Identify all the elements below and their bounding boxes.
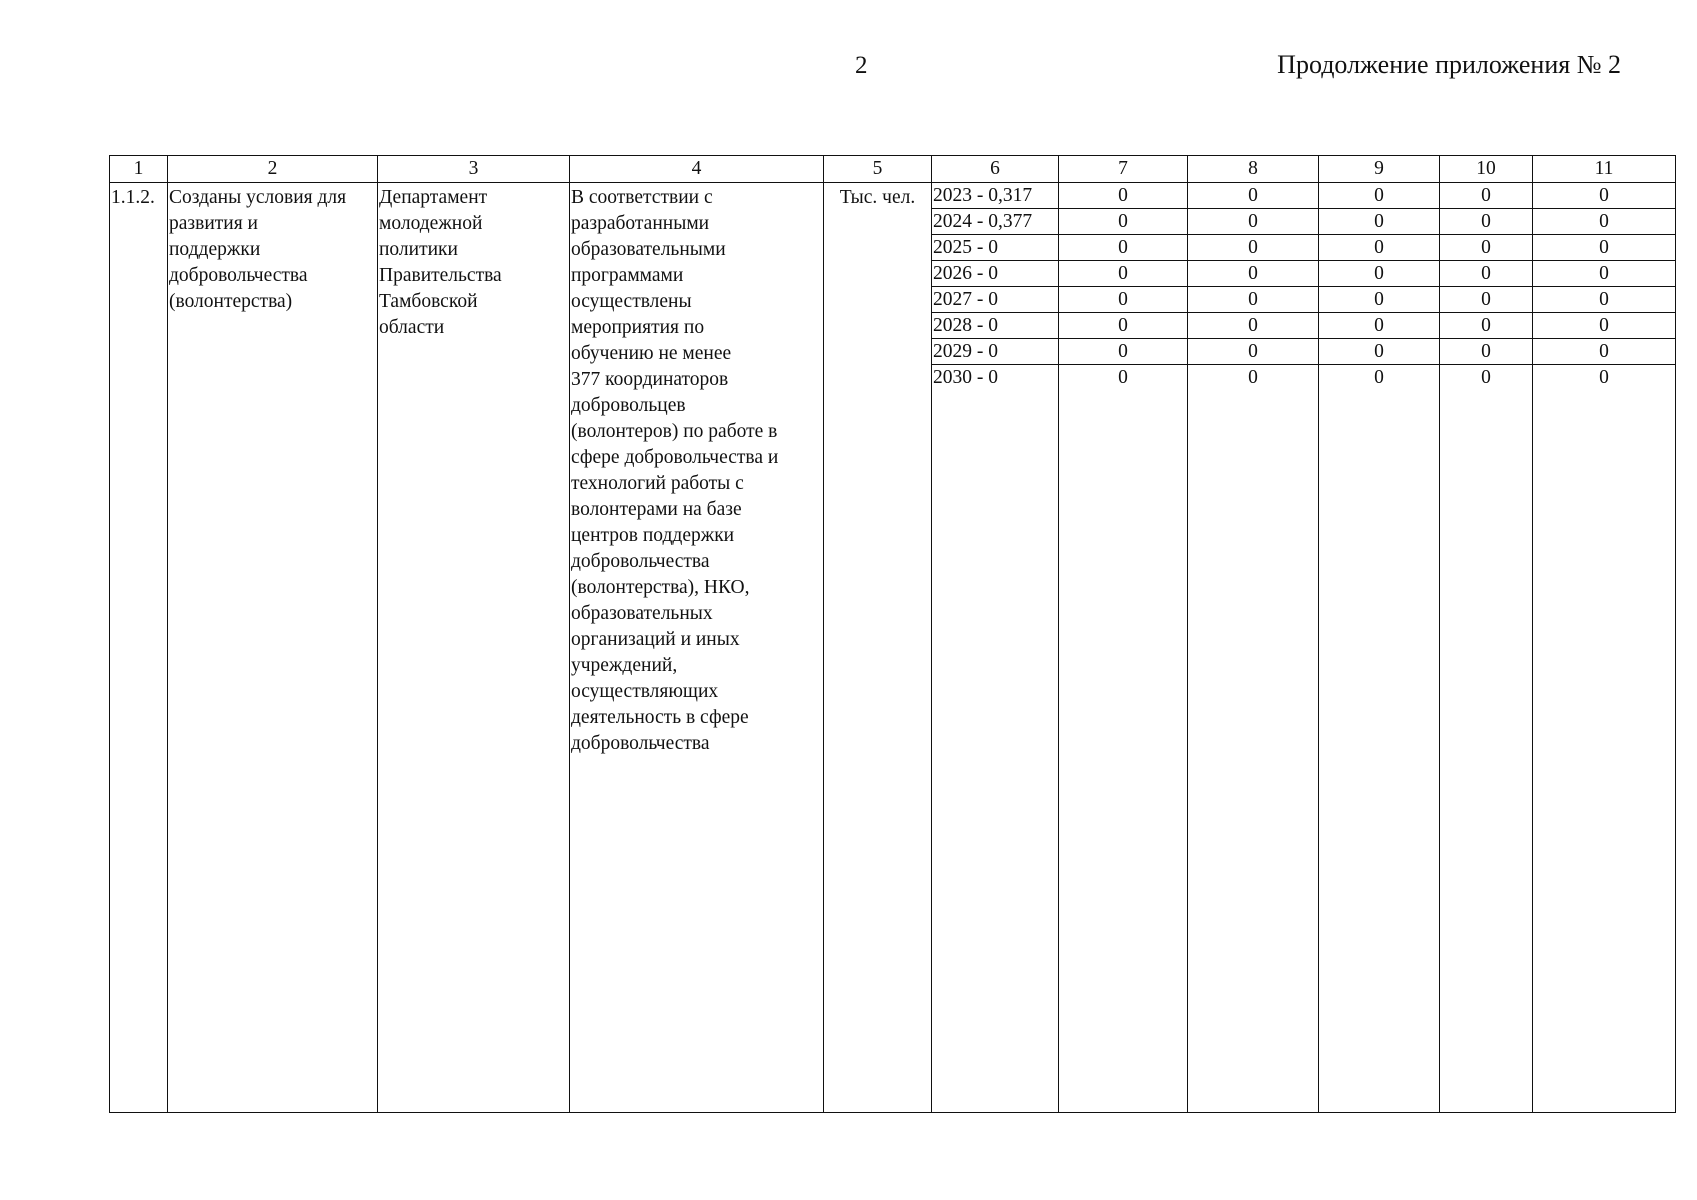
year-value: 2028 - 0 bbox=[932, 313, 1058, 339]
col7-value: 0 bbox=[1059, 261, 1187, 287]
description-line: организаций и иных bbox=[571, 629, 740, 650]
col7-value: 0 bbox=[1059, 287, 1187, 313]
col10-value: 0 bbox=[1481, 367, 1491, 388]
appendix-caption: Продолжение приложения № 2 bbox=[1277, 50, 1621, 79]
description-line: программами bbox=[571, 265, 684, 286]
col9-value: 0 bbox=[1319, 261, 1439, 287]
unit-text: Тыс. чел. bbox=[839, 187, 916, 208]
description-line: 377 координаторов bbox=[571, 369, 729, 390]
year-value: 2023 - 0,317 bbox=[932, 183, 1058, 209]
executor-line: Тамбовской bbox=[379, 291, 478, 312]
executor-line: области bbox=[379, 317, 445, 338]
col11-value: 0 bbox=[1533, 261, 1675, 287]
description-line: добровольцев bbox=[571, 395, 686, 416]
col8-value: 0 bbox=[1188, 183, 1318, 209]
col11-value: 0 bbox=[1533, 209, 1675, 235]
description-line: волонтерами на базе bbox=[571, 499, 742, 520]
col8-value: 0 bbox=[1188, 287, 1318, 313]
col8-stack bbox=[1188, 183, 1318, 1112]
col10-value: 0 bbox=[1440, 261, 1532, 287]
year-value: 2027 - 0 bbox=[932, 287, 1058, 313]
col9-cell bbox=[1319, 183, 1440, 1113]
col8-value: 0 bbox=[1248, 367, 1258, 388]
description-line: добровольчества bbox=[571, 551, 710, 572]
col8-cell bbox=[1188, 183, 1319, 1113]
col9-value: 0 bbox=[1319, 313, 1439, 339]
col10-value: 0 bbox=[1440, 287, 1532, 313]
description-line: (волонтеров) по работе в bbox=[571, 421, 778, 442]
year-value: 2029 - 0 bbox=[932, 339, 1058, 365]
description-line: В соответствии с bbox=[571, 187, 713, 208]
col7-value: 0 bbox=[1059, 209, 1187, 235]
result-line: поддержки bbox=[169, 239, 261, 260]
row-number-cell bbox=[110, 183, 168, 1113]
executor-text bbox=[378, 183, 569, 341]
year-values-cell bbox=[932, 183, 1059, 1113]
year-value: 2024 - 0,377 bbox=[932, 209, 1058, 235]
column-header-5: 5 bbox=[824, 156, 932, 183]
column-header-1: 1 bbox=[110, 156, 168, 183]
result-line: (волонтерства) bbox=[169, 291, 293, 312]
col10-stack bbox=[1440, 183, 1532, 1112]
col9-value: 0 bbox=[1319, 287, 1439, 313]
col8-value: 0 bbox=[1188, 313, 1318, 339]
column-header-3: 3 bbox=[378, 156, 570, 183]
col10-cell bbox=[1440, 183, 1533, 1113]
result-cell bbox=[168, 183, 378, 1113]
result-text bbox=[168, 183, 377, 315]
col9-value: 0 bbox=[1319, 183, 1439, 209]
col11-value: 0 bbox=[1533, 235, 1675, 261]
column-header-2: 2 bbox=[168, 156, 378, 183]
col11-value: 0 bbox=[1599, 367, 1609, 388]
table-row bbox=[110, 183, 1676, 1113]
appendix-table bbox=[109, 155, 1676, 1113]
executor-line: молодежной bbox=[379, 213, 483, 234]
description-line: образовательными bbox=[571, 239, 726, 260]
col10-value: 0 bbox=[1440, 235, 1532, 261]
col7-value: 0 bbox=[1118, 367, 1128, 388]
col7-value: 0 bbox=[1059, 235, 1187, 261]
col8-value: 0 bbox=[1188, 339, 1318, 365]
col9-value: 0 bbox=[1319, 339, 1439, 365]
col7-value: 0 bbox=[1059, 313, 1187, 339]
column-header-10: 10 bbox=[1440, 156, 1533, 183]
col10-value: 0 bbox=[1440, 313, 1532, 339]
col11-value: 0 bbox=[1533, 313, 1675, 339]
col9-value: 0 bbox=[1319, 209, 1439, 235]
description-line: центров поддержки bbox=[571, 525, 735, 546]
col9-stack bbox=[1319, 183, 1439, 1112]
description-line: осуществляющих bbox=[571, 681, 719, 702]
col11-value: 0 bbox=[1533, 183, 1675, 209]
column-header-6: 6 bbox=[932, 156, 1059, 183]
description-text bbox=[570, 183, 823, 757]
column-header-4: 4 bbox=[570, 156, 824, 183]
col7-cell bbox=[1059, 183, 1188, 1113]
page-number: 2 bbox=[855, 52, 868, 79]
description-line: обучению не менее bbox=[571, 343, 732, 364]
col7-value: 0 bbox=[1059, 183, 1187, 209]
executor-line: Правительства bbox=[379, 265, 502, 286]
column-header-7: 7 bbox=[1059, 156, 1188, 183]
year-value: 2025 - 0 bbox=[932, 235, 1058, 261]
description-cell bbox=[570, 183, 824, 1113]
col8-value: 0 bbox=[1188, 209, 1318, 235]
description-line: (волонтерства), НКО, bbox=[571, 577, 750, 598]
description-line: учреждений, bbox=[571, 655, 678, 676]
col9-value: 0 bbox=[1374, 367, 1384, 388]
description-line: сфере добровольчества и bbox=[571, 447, 779, 468]
description-line: мероприятия по bbox=[571, 317, 705, 338]
col8-value: 0 bbox=[1188, 261, 1318, 287]
year-value: 2026 - 0 bbox=[932, 261, 1058, 287]
col8-value: 0 bbox=[1188, 235, 1318, 261]
description-line: разработанными bbox=[571, 213, 710, 234]
row-number: 1.1.2. bbox=[111, 187, 155, 208]
result-line: Созданы условия для bbox=[169, 187, 347, 208]
column-number-row bbox=[110, 156, 1676, 183]
description-line: деятельность в сфере bbox=[571, 707, 749, 728]
col9-value: 0 bbox=[1319, 235, 1439, 261]
year-values-stack bbox=[932, 183, 1058, 1112]
result-line: развития и bbox=[169, 213, 258, 234]
col11-cell bbox=[1533, 183, 1676, 1113]
col11-value: 0 bbox=[1533, 339, 1675, 365]
col10-value: 0 bbox=[1440, 209, 1532, 235]
col11-stack bbox=[1533, 183, 1675, 1112]
col11-value: 0 bbox=[1533, 287, 1675, 313]
description-line: образовательных bbox=[571, 603, 713, 624]
column-header-11: 11 bbox=[1533, 156, 1676, 183]
col10-value: 0 bbox=[1440, 339, 1532, 365]
col7-value: 0 bbox=[1059, 339, 1187, 365]
col7-stack bbox=[1059, 183, 1187, 1112]
column-header-9: 9 bbox=[1319, 156, 1440, 183]
description-line: осуществлены bbox=[571, 291, 692, 312]
executor-line: Департамент bbox=[379, 187, 488, 208]
year-value: 2030 - 0 bbox=[933, 367, 998, 388]
unit-cell bbox=[824, 183, 932, 1113]
column-header-8: 8 bbox=[1188, 156, 1319, 183]
executor-line: политики bbox=[379, 239, 458, 260]
result-line: добровольчества bbox=[169, 265, 308, 286]
executor-cell bbox=[378, 183, 570, 1113]
description-line: технологий работы с bbox=[571, 473, 744, 494]
description-line: добровольчества bbox=[571, 733, 710, 754]
col10-value: 0 bbox=[1440, 183, 1532, 209]
